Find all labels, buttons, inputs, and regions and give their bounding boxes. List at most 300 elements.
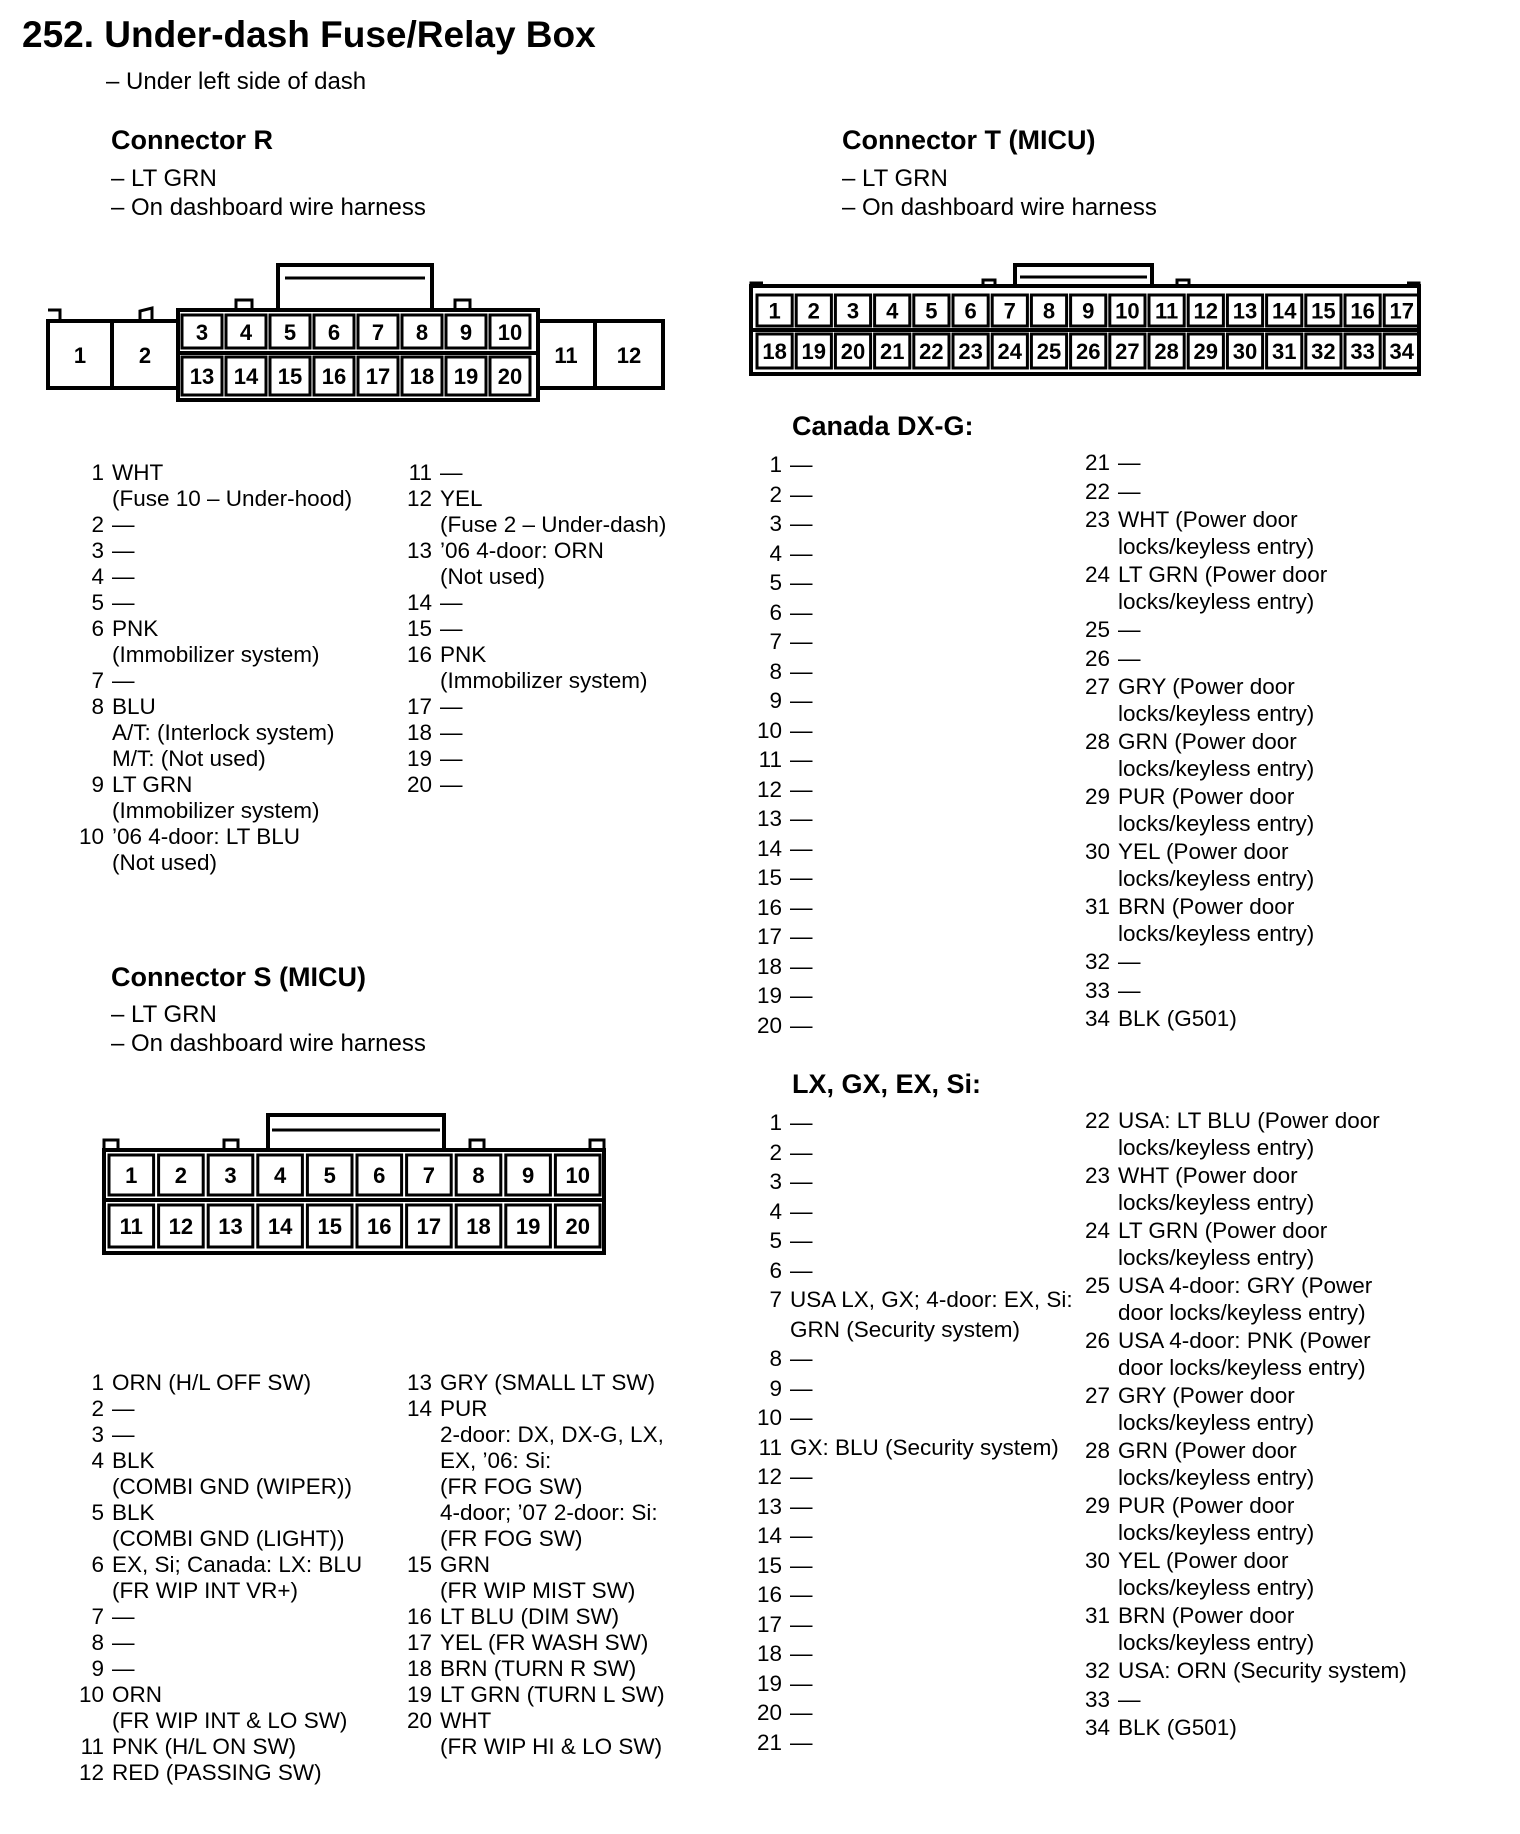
pin-description: — <box>790 1110 813 1135</box>
pin-row <box>66 772 352 824</box>
connector-s-color: – LT GRN <box>111 1001 217 1028</box>
pin-description: — <box>790 717 813 743</box>
pin-description: — <box>1118 645 1141 671</box>
page-subtitle: – Under left side of dash <box>106 68 367 95</box>
pin-number: 31 <box>1084 894 1110 919</box>
pin-number: 11 <box>408 460 432 485</box>
terminal-number: 32 <box>1311 339 1336 364</box>
terminal-number: 15 <box>317 1214 342 1239</box>
connector-t-title: Connector T (MICU) <box>842 125 1096 155</box>
pin-description: — <box>790 983 813 1008</box>
pin-description: — <box>790 1493 813 1519</box>
pin-row <box>748 1669 1073 1699</box>
pin-number: 2 <box>91 1396 104 1421</box>
connector-s-pins-left <box>66 1370 362 1786</box>
pin-row <box>748 1374 1073 1404</box>
pin-number: 3 <box>769 1169 782 1194</box>
pin-number: 23 <box>1084 507 1110 532</box>
pin-description: — <box>790 1729 813 1755</box>
pin-description: — <box>440 772 463 797</box>
pin-row <box>748 539 813 569</box>
pin-description: WHT (Power door locks/keyless entry) <box>1118 1163 1315 1215</box>
terminal-number: 31 <box>1271 339 1297 364</box>
pin-row <box>748 981 813 1011</box>
terminal-number: 24 <box>997 339 1023 364</box>
terminal-number: 5 <box>323 1163 336 1188</box>
pin-number: 8 <box>91 694 104 719</box>
pin-description: — <box>790 481 813 507</box>
pin-number: 30 <box>1084 1548 1110 1573</box>
pin-number: 1 <box>769 1110 782 1135</box>
pin-row <box>1072 839 1327 892</box>
pin-number: 25 <box>1084 1273 1110 1298</box>
pin-number: 4 <box>91 564 104 589</box>
canada-pins-left <box>748 450 813 1040</box>
pin-number: 17 <box>406 694 432 719</box>
pin-description: — <box>112 538 135 563</box>
pin-description: — <box>112 1604 135 1629</box>
terminal-number: 5 <box>925 298 938 324</box>
pin-number: 14 <box>756 1523 782 1548</box>
terminal-number: 18 <box>409 364 435 389</box>
pin-number: 17 <box>756 1611 782 1637</box>
pin-row <box>66 1396 362 1422</box>
connector-r-pins-right <box>384 460 666 798</box>
pin-row <box>748 1285 1073 1344</box>
pin-number: 15 <box>756 1552 782 1578</box>
pin-row <box>1072 1548 1407 1601</box>
terminal-number: 14 <box>1271 298 1297 324</box>
pin-row <box>748 657 813 687</box>
pin-description: — <box>790 1552 813 1578</box>
terminal-number: 11 <box>554 343 578 368</box>
pin-description: — <box>112 1396 135 1421</box>
pin-description: — <box>790 658 813 684</box>
pin-row <box>1072 1218 1407 1271</box>
pin-number: 29 <box>1084 784 1110 809</box>
pin-row <box>66 1448 362 1500</box>
pin-number: 19 <box>756 983 782 1008</box>
connector-r-pins-left <box>66 460 352 876</box>
pin-row <box>66 694 352 772</box>
terminal-number: 1 <box>73 343 87 368</box>
pin-number: 4 <box>91 1448 104 1473</box>
pin-description: GRY (Power door locks/keyless entry) <box>1118 674 1315 726</box>
pin-row <box>748 1610 1073 1640</box>
terminal-number: 13 <box>1232 298 1258 324</box>
pin-description: LT GRN (Power door locks/keyless entry) <box>1118 562 1328 614</box>
pin-number: 27 <box>1084 674 1110 699</box>
pin-row <box>748 1462 1073 1492</box>
pin-row <box>1072 1328 1407 1381</box>
terminal-number: 10 <box>565 1163 590 1188</box>
pin-number: 16 <box>756 1582 782 1607</box>
pin-number: 7 <box>91 668 104 693</box>
pin-row <box>748 450 813 480</box>
pin-row <box>748 1011 813 1041</box>
terminal-number: 2 <box>174 1163 188 1188</box>
pin-description: — <box>790 1582 813 1607</box>
pin-number: 6 <box>769 599 782 625</box>
pin-description: — <box>112 1422 135 1447</box>
terminal-number: 11 <box>1154 298 1179 324</box>
pin-description: YEL (Power door locks/keyless entry) <box>1118 839 1315 891</box>
pin-row <box>748 1492 1073 1522</box>
pin-number: 15 <box>406 1552 432 1577</box>
pin-description: — <box>790 1012 813 1038</box>
pin-description: — <box>790 1346 813 1371</box>
pin-description: — <box>790 688 813 713</box>
terminal-number: 29 <box>1193 339 1219 364</box>
pin-number: 27 <box>1084 1383 1110 1408</box>
terminal-number: 10 <box>497 320 523 345</box>
pin-description: LT GRN (Immobilizer system) <box>112 772 320 823</box>
terminal-number: 27 <box>1115 339 1140 364</box>
pin-number: 30 <box>1084 839 1110 864</box>
pin-row <box>748 1551 1073 1581</box>
pin-description: YEL (Power door locks/keyless entry) <box>1118 1548 1315 1600</box>
pin-description: LT GRN (Power door locks/keyless entry) <box>1118 1218 1328 1270</box>
pin-description: — <box>790 806 813 831</box>
pin-number: 32 <box>1084 1658 1110 1683</box>
pin-row <box>66 1734 362 1760</box>
pin-number: 10 <box>756 1405 782 1430</box>
pin-description: — <box>790 1139 813 1165</box>
pin-description: — <box>1118 1686 1141 1712</box>
pin-description: — <box>440 746 463 771</box>
pin-description: WHT (Fuse 10 – Under-hood) <box>112 460 353 511</box>
connector-r-color: – LT GRN <box>111 165 217 192</box>
pin-row <box>66 824 352 876</box>
pin-description: USA 4-door: GRY (Power door locks/keyless entry) <box>1118 1273 1373 1325</box>
pin-row <box>384 1708 665 1760</box>
terminal-number: 7 <box>422 1163 436 1188</box>
terminal-number: 12 <box>1193 298 1219 324</box>
pin-description: — <box>790 865 813 890</box>
pin-description: — <box>112 564 135 589</box>
pin-number: 10 <box>78 1682 104 1707</box>
pin-description: — <box>790 1523 813 1548</box>
terminal-number: 7 <box>1003 298 1016 324</box>
terminal-number: 19 <box>801 339 827 364</box>
pin-row <box>748 1580 1073 1610</box>
pin-number: 32 <box>1084 949 1110 974</box>
terminal-number: 12 <box>616 343 642 368</box>
terminal-number: 19 <box>453 364 479 389</box>
pin-number: 8 <box>769 1346 782 1371</box>
pin-description: — <box>790 1464 813 1489</box>
pin-number: 22 <box>1084 1108 1110 1133</box>
terminal-number: 7 <box>371 320 385 345</box>
pin-row <box>748 922 813 952</box>
pin-description: — <box>790 452 813 477</box>
pin-number: 22 <box>1084 478 1110 504</box>
connector-s-pins-right <box>384 1370 665 1760</box>
pin-row <box>1072 507 1327 560</box>
pin-number: 25 <box>1084 617 1110 642</box>
pin-row <box>1072 1438 1407 1491</box>
terminal-number: 34 <box>1389 339 1415 364</box>
page-title: 252. Under-dash Fuse/Relay Box <box>22 14 596 55</box>
terminal-number: 17 <box>416 1214 442 1239</box>
pin-number: 2 <box>91 512 104 537</box>
pin-number: 19 <box>756 1670 782 1696</box>
pin-number: 11 <box>758 747 782 772</box>
pin-number: 29 <box>1084 1493 1110 1518</box>
pin-number: 5 <box>91 1500 104 1525</box>
pin-description: PNK (Immobilizer system) <box>440 642 648 693</box>
pin-number: 28 <box>1084 1438 1110 1463</box>
pin-row <box>748 1108 1073 1138</box>
pin-row <box>748 775 813 805</box>
terminal-number: 19 <box>515 1214 541 1239</box>
pin-number: 13 <box>406 1370 432 1395</box>
pin-number: 16 <box>756 894 782 920</box>
terminal-number: 10 <box>1115 298 1140 324</box>
pin-row <box>384 1552 665 1604</box>
pin-row <box>384 590 666 616</box>
lx-pins-right <box>1072 1108 1407 1744</box>
pin-row <box>1072 1715 1407 1742</box>
pin-row <box>1072 784 1327 837</box>
terminal-number: 23 <box>958 339 983 364</box>
pin-description: — <box>790 1405 813 1430</box>
pin-row <box>384 460 666 486</box>
pin-description: WHT (Power door locks/keyless entry) <box>1118 507 1315 559</box>
pin-description: BLU A/T: (Interlock system) M/T: (Not used) <box>112 694 335 771</box>
pin-number: 10 <box>78 824 104 849</box>
pin-description: — <box>790 1641 813 1666</box>
terminal-number: 15 <box>277 364 303 389</box>
pin-row <box>1072 1273 1407 1326</box>
terminal-number: 13 <box>189 364 215 389</box>
pin-number: 5 <box>769 1228 782 1253</box>
pin-row <box>1072 479 1327 506</box>
terminal-number: 8 <box>1042 298 1056 324</box>
pin-description: USA: ORN (Security system) <box>1118 1658 1407 1683</box>
canada-dxg-heading: Canada DX-G: <box>792 411 974 441</box>
canada-pins-right <box>1072 450 1327 1035</box>
pin-row <box>1072 646 1327 673</box>
connector-t-color: – LT GRN <box>842 165 948 192</box>
pin-number: 19 <box>406 746 432 771</box>
pin-row <box>1072 1163 1407 1216</box>
pin-number: 9 <box>91 772 104 797</box>
pin-description: BLK (COMBI GND (LIGHT)) <box>112 1500 345 1551</box>
pin-description: BLK (COMBI GND (WIPER)) <box>112 1448 352 1499</box>
terminal-number: 12 <box>168 1214 194 1239</box>
pin-number: 6 <box>91 1552 104 1577</box>
pin-description: — <box>790 747 813 772</box>
pin-number: 14 <box>756 835 782 861</box>
terminal-number: 9 <box>459 320 473 345</box>
terminal-number: 4 <box>239 320 253 345</box>
pin-row <box>66 1682 362 1734</box>
pin-number: 9 <box>769 688 782 713</box>
terminal-number: 4 <box>886 298 899 324</box>
pin-number: 1 <box>769 452 782 477</box>
pin-row <box>66 1500 362 1552</box>
pin-number: 20 <box>406 772 432 797</box>
pin-description: — <box>1118 617 1141 642</box>
terminal-number: 17 <box>365 364 391 389</box>
pin-description: — <box>790 1198 813 1224</box>
terminal-number: 33 <box>1350 339 1375 364</box>
terminal-number: 8 <box>472 1163 485 1188</box>
pin-number: 8 <box>91 1630 104 1655</box>
terminal-number: 9 <box>521 1163 535 1188</box>
pin-row <box>66 512 352 538</box>
pin-row <box>384 720 666 746</box>
pin-row <box>66 1604 362 1630</box>
pin-description: USA 4-door: PNK (Power door locks/keyless entry) <box>1118 1328 1371 1380</box>
pin-number: 20 <box>756 1700 782 1725</box>
pin-number: 26 <box>1084 1328 1110 1353</box>
pin-row <box>1072 1687 1407 1714</box>
terminal-number: 17 <box>1389 298 1415 324</box>
pin-row <box>748 804 813 834</box>
pin-description: — <box>790 1375 813 1401</box>
pin-number: 7 <box>91 1604 104 1629</box>
pin-description: — <box>440 694 463 719</box>
pin-row <box>384 616 666 642</box>
pin-number: 34 <box>1084 1006 1110 1031</box>
pin-description: — <box>112 512 135 537</box>
pin-row <box>1072 1383 1407 1436</box>
pin-number: 16 <box>406 642 432 667</box>
pin-row <box>1072 617 1327 644</box>
pin-number: 4 <box>769 1198 782 1224</box>
terminal-number: 3 <box>224 1163 237 1188</box>
pin-number: 2 <box>769 1139 782 1165</box>
pin-description: ’06 4-door: LT BLU (Not used) <box>112 824 301 875</box>
pin-number: 4 <box>769 540 782 566</box>
pin-description: BLK (G501) <box>1118 1006 1237 1031</box>
pin-number: 26 <box>1084 645 1110 671</box>
pin-number: 7 <box>769 1287 782 1312</box>
terminal-number: 16 <box>367 1214 392 1239</box>
pin-description: PUR (Power door locks/keyless entry) <box>1118 1493 1315 1545</box>
pin-row <box>748 952 813 982</box>
terminal-number: 6 <box>964 298 977 324</box>
pin-number: 13 <box>406 538 432 563</box>
pin-row <box>748 1256 1073 1286</box>
pin-row <box>748 745 813 775</box>
pin-description: — <box>790 953 813 979</box>
pin-row <box>748 1344 1073 1374</box>
pin-number: 3 <box>769 511 782 536</box>
pin-row <box>1072 1603 1407 1656</box>
pin-row <box>748 1521 1073 1551</box>
terminal-number: 9 <box>1082 298 1095 324</box>
terminal-number: 11 <box>119 1214 143 1239</box>
pin-description: — <box>790 1169 813 1194</box>
pin-description: WHT (FR WIP HI & LO SW) <box>440 1708 663 1759</box>
pin-row <box>1072 949 1327 976</box>
pin-number: 21 <box>1084 450 1110 475</box>
pin-description: — <box>440 720 463 745</box>
pin-description: ’06 4-door: ORN (Not used) <box>440 538 604 589</box>
pin-number: 13 <box>756 806 782 831</box>
terminal-number: 20 <box>497 364 523 389</box>
pin-description: USA LX, GX; 4-door: EX, Si: GRN (Security system) <box>790 1287 1073 1342</box>
pin-description: — <box>790 599 813 625</box>
pin-number: 17 <box>756 924 782 949</box>
pin-description: LT BLU (DIM SW) <box>440 1604 620 1629</box>
pin-row <box>66 564 352 590</box>
pin-description: GRY (SMALL LT SW) <box>440 1370 656 1395</box>
pin-description: LT GRN (TURN L SW) <box>440 1682 665 1707</box>
terminal-number: 30 <box>1232 339 1258 364</box>
pin-number: 8 <box>769 658 782 684</box>
terminal-number: 4 <box>273 1163 287 1188</box>
pin-row <box>748 1639 1073 1669</box>
pin-number: 1 <box>91 1370 104 1395</box>
terminal-number: 5 <box>283 320 297 345</box>
pin-number: 33 <box>1084 1686 1110 1712</box>
pin-number: 15 <box>406 616 432 641</box>
pin-row <box>748 716 813 746</box>
pin-row <box>1072 562 1327 615</box>
pin-description: — <box>1118 478 1141 504</box>
pin-row <box>384 772 666 798</box>
pin-row <box>748 1728 1073 1758</box>
pin-row <box>748 1138 1073 1168</box>
pin-row <box>1072 1006 1327 1033</box>
terminal-number: 6 <box>373 1163 386 1188</box>
pin-description: PUR 2-door: DX, DX-G, LX, EX, ’06: Si: (FR FOG SW) 4-door; ’07 2-door: Si: (FR FOG SW) <box>440 1396 664 1551</box>
pin-number: 24 <box>1084 1218 1110 1243</box>
pin-description: — <box>1118 977 1141 1003</box>
pin-description: GRN (Power door locks/keyless entry) <box>1118 1438 1315 1490</box>
pin-number: 3 <box>91 1422 104 1447</box>
pin-description: YEL (FR WASH SW) <box>440 1630 649 1655</box>
pin-number: 14 <box>406 1396 432 1421</box>
lx-pins-left <box>748 1108 1073 1757</box>
pin-row <box>748 686 813 716</box>
pin-number: 17 <box>406 1630 432 1655</box>
pin-description: — <box>440 590 463 615</box>
pin-number: 34 <box>1084 1715 1110 1740</box>
pin-row <box>66 1370 362 1396</box>
pin-description: USA: LT BLU (Power door locks/keyless entry) <box>1118 1108 1380 1160</box>
pin-description: — <box>790 1670 813 1696</box>
pin-row <box>66 590 352 616</box>
pin-description: — <box>440 460 463 485</box>
connector-r-title: Connector R <box>111 125 273 155</box>
pin-description: — <box>790 511 813 536</box>
pin-description: — <box>112 1630 135 1655</box>
pin-row <box>66 1422 362 1448</box>
pin-description: — <box>790 540 813 566</box>
terminal-number: 15 <box>1311 298 1336 324</box>
terminal-number: 16 <box>1350 298 1375 324</box>
terminal-number: 14 <box>267 1214 293 1239</box>
terminal-number: 8 <box>415 320 429 345</box>
pin-row <box>1072 894 1327 947</box>
pin-description: YEL (Fuse 2 – Under-dash) <box>440 486 667 537</box>
pin-number: 20 <box>756 1012 782 1038</box>
pin-row <box>748 1197 1073 1227</box>
pin-row <box>748 627 813 657</box>
pin-number: 18 <box>406 720 432 745</box>
connector-s-title: Connector S (MICU) <box>111 962 366 992</box>
pin-description: — <box>790 570 813 595</box>
terminal-number: 1 <box>768 298 781 324</box>
pin-row <box>1072 1108 1407 1161</box>
pin-description: — <box>790 1700 813 1725</box>
lx-gx-ex-si-heading: LX, GX, EX, Si: <box>792 1069 982 1099</box>
